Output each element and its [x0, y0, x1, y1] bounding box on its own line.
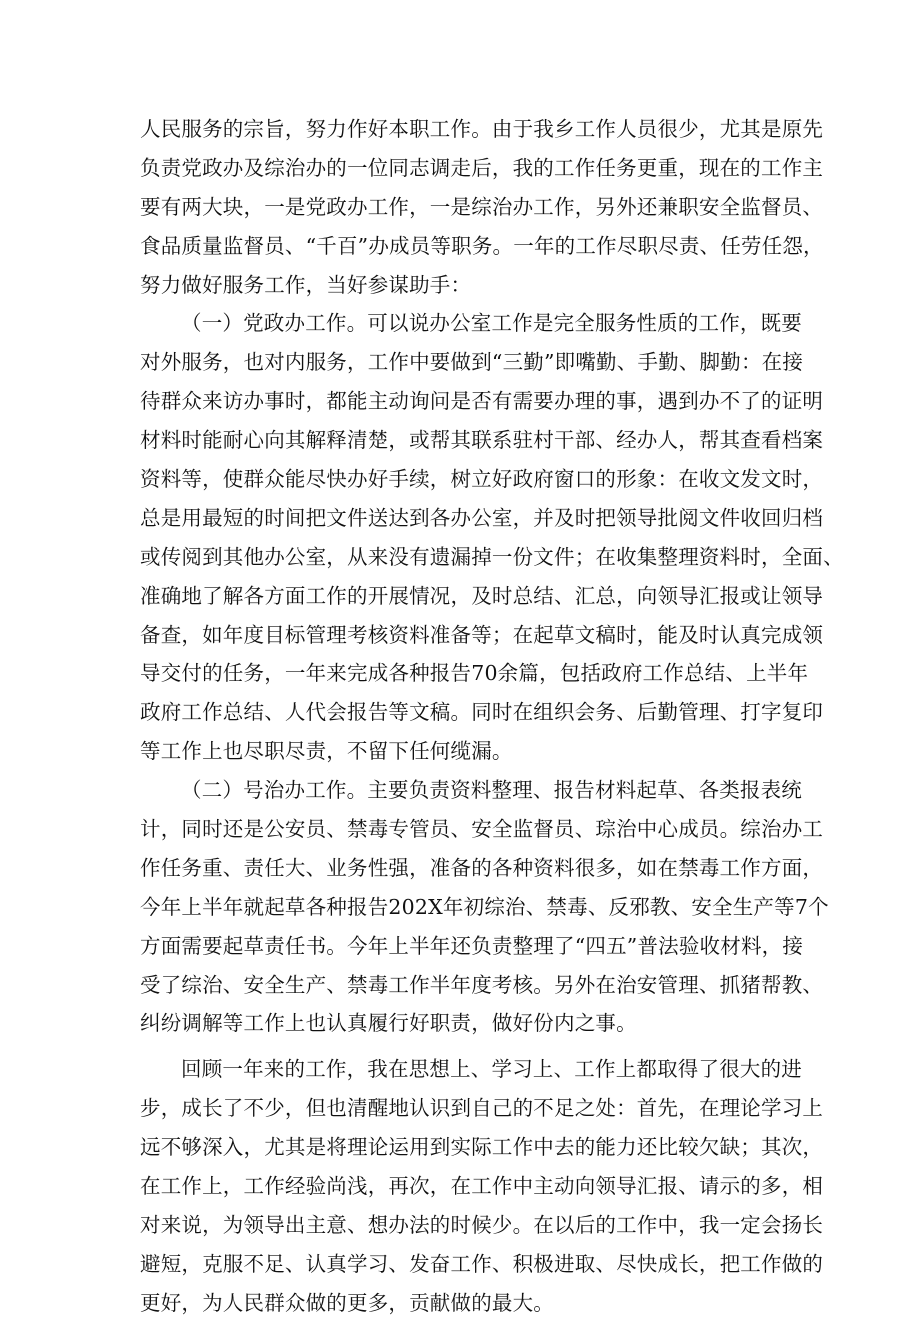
text-line: 材料时能耐心向其解释清楚，或帮其联系驻村干部、经办人，帮其查看档案 — [140, 428, 824, 453]
text-line: 对外服务，也对内服务，工作中要做到“三勤”即嘴勤、手勤、脚勤：在接 — [140, 350, 804, 375]
text-line: 待群众来访办事时，都能主动询问是否有需要办理的事，遇到办不了的证明 — [140, 389, 824, 414]
text-line: 今年上半年就起草各种报告202X年初综治、禁毒、反邪教、安全生产等7个 — [140, 894, 829, 919]
text-line: 避短，克服不足、认真学习、发奋工作、积极进取、尽快成长，把工作做的 — [140, 1251, 824, 1276]
paragraph-intro — [140, 110, 824, 304]
text-line: 更好，为人民群众做的更多，贡献做的最大。 — [140, 1290, 554, 1315]
text-line: 总是用最短的时间把文件送达到各办公室，并及时把领导批阅文件收回归档 — [140, 505, 824, 530]
text-line: 准确地了解各方面工作的开展情况，及时总结、汇总，向领导汇报或让领导 — [140, 583, 824, 608]
document-body — [140, 110, 844, 1323]
paragraph-party-office — [140, 304, 844, 771]
text-line: 资料等，使群众能尽快办好手续，树立好政府窗口的形象：在收文发文时， — [140, 467, 824, 492]
text-line: 或传阅到其他办公室，从来没有遗漏掉一份文件；在收集整理资料时，全面、 — [140, 544, 844, 569]
text-line: 人民服务的宗旨，努力作好本职工作。由于我乡工作人员很少，尤其是原先 — [140, 117, 824, 141]
paragraph-review — [140, 1050, 824, 1322]
text-line: 要有两大块，一是党政办工作，一是综治办工作，另外还兼职安全监督员、 — [140, 194, 824, 219]
text-line: 计，同时还是公安员、禁毒专管员、安全监督员、琮治中心成员。综治办工 — [140, 817, 824, 842]
text-line: （一）党政办工作。可以说办公室工作是完全服务性质的工作，既要 — [181, 311, 802, 336]
text-line: 导交付的任务，一年来完成各种报告70余篇，包括政府工作总结、上半年 — [140, 661, 809, 686]
text-line: （二）号治办工作。主要负责资料整理、报告材料起草、各类报表统 — [181, 778, 802, 803]
text-line: 回顾一年来的工作，我在思想上、学习上、工作上都取得了很大的进 — [181, 1057, 802, 1082]
text-line: 政府工作总结、人代会报告等文稿。同时在组织会务、后勤管理、打字复印 — [140, 700, 824, 725]
text-line: 在工作上，工作经验尚浅，再次，在工作中主动向领导汇报、请示的多，相 — [140, 1174, 824, 1199]
text-line: 步，成长了不少，但也清醒地认识到自己的不足之处：首先，在理论学习上 — [140, 1096, 824, 1121]
paragraph-gap — [140, 1043, 790, 1050]
text-line: 作任务重、责任大、业务性强，准备的各种资料很多，如在禁毒工作方面， — [140, 855, 824, 880]
text-line: 食品质量监督员、“千百”办成员等职务。一年的工作尽职尽责、任劳任怨， — [140, 233, 824, 258]
text-line: 等工作上也尽职尽责，不留下任何缆漏。 — [140, 739, 513, 764]
text-line: 努力做好服务工作，当好参谋助手： — [140, 272, 472, 297]
text-line: 对来说，为领导出主意、想办法的时候少。在以后的工作中，我一定会扬长 — [140, 1212, 824, 1237]
text-line: 方面需要起草责任书。今年上半年还负责整理了“四五”普法验收材料，接 — [140, 933, 804, 958]
paragraph-governance-office — [140, 771, 829, 1043]
text-line: 负责党政办及综治办的一位同志调走后，我的工作任务更重，现在的工作主 — [140, 155, 824, 180]
text-line: 备查，如年度目标管理考核资料准备等；在起草文稿时，能及时认真完成领 — [140, 622, 824, 647]
text-line: 纠纷调解等工作上也认真履行好职责，做好份内之事。 — [140, 1011, 637, 1036]
text-line: 受了综治、安全生产、禁毒工作半年度考核。另外在治安管理、抓猪帮教、 — [140, 972, 824, 997]
text-line: 远不够深入，尤其是将理论运用到实际工作中去的能力还比较欠缺；其次， — [140, 1135, 824, 1160]
